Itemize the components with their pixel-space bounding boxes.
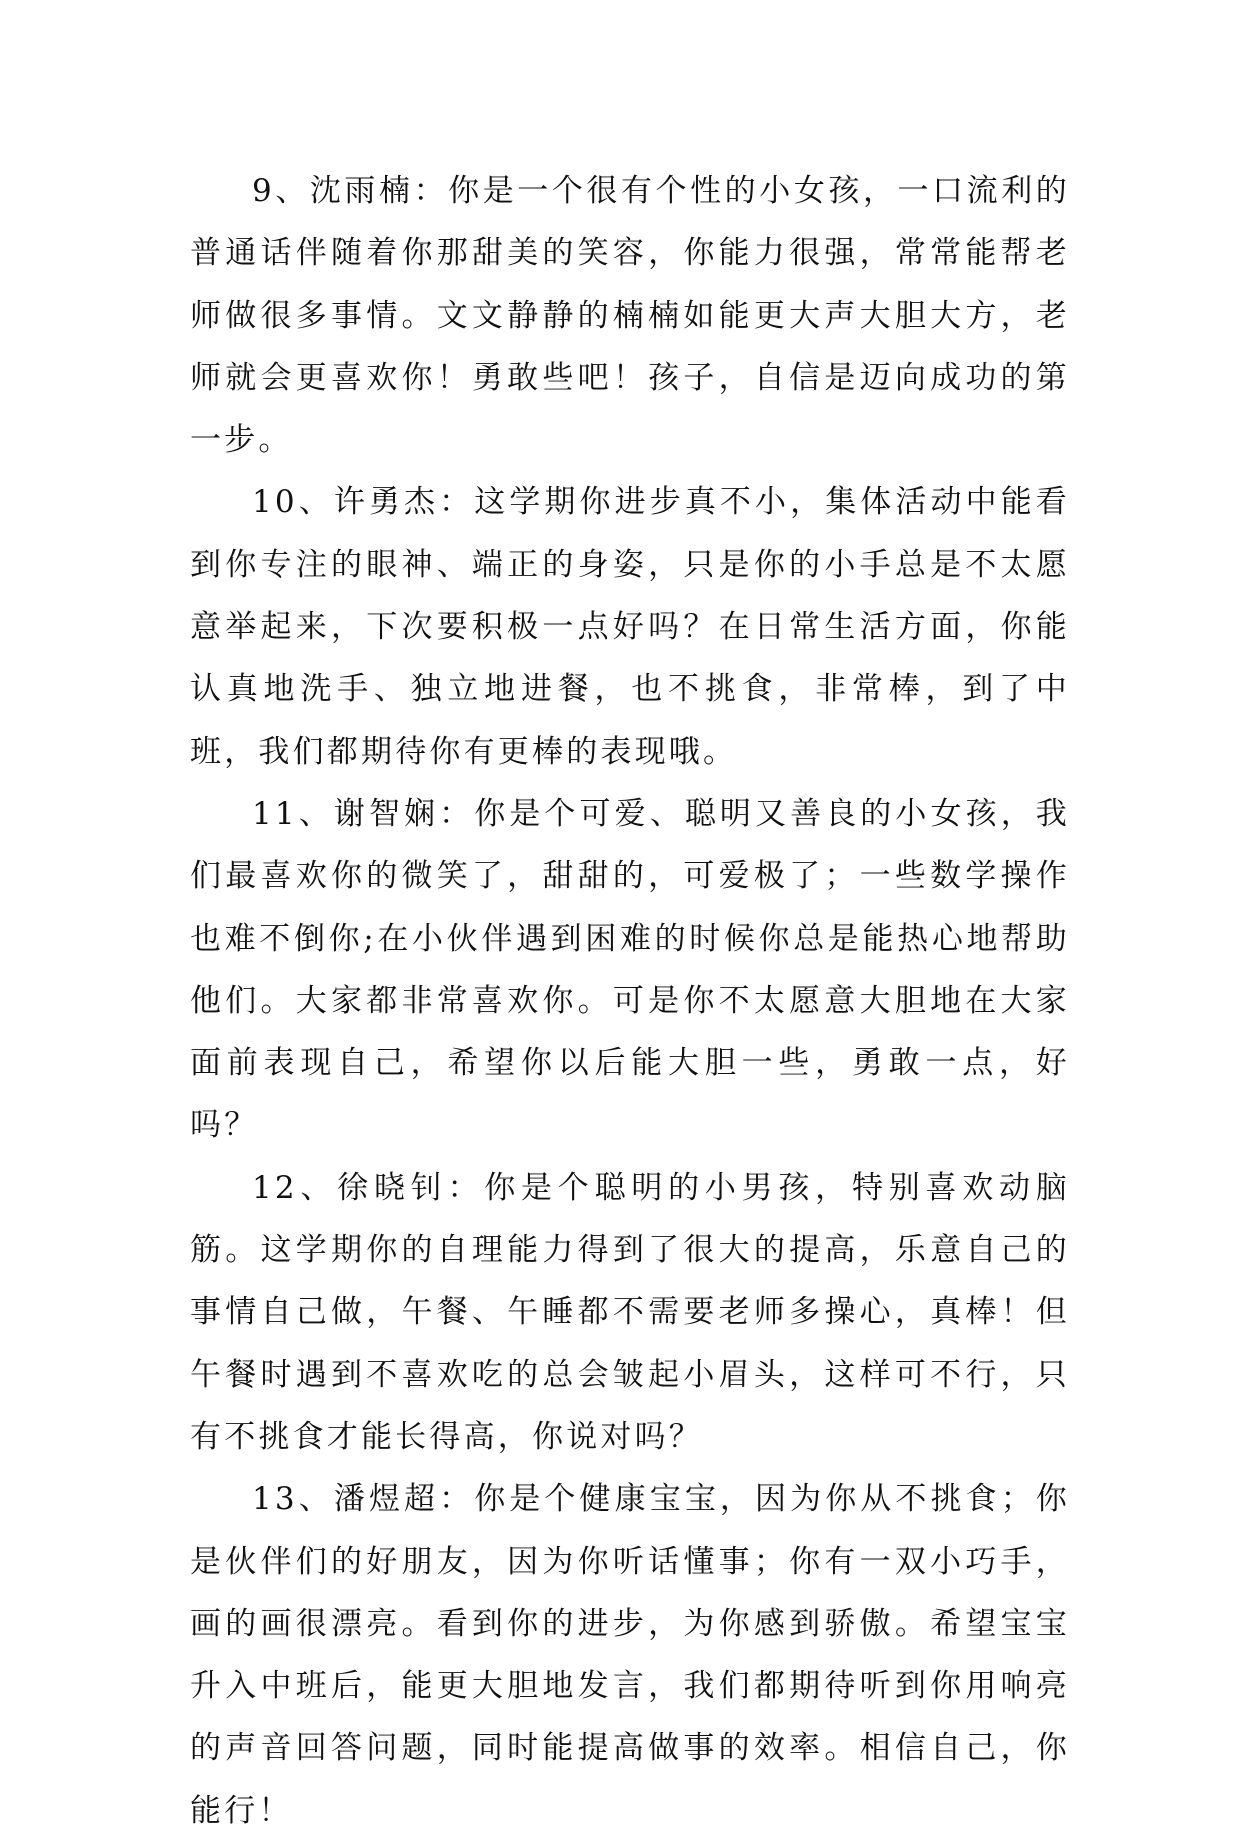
document-body <box>190 160 1070 1842</box>
comment-paragraph-13: 13、潘煜超：你是个健康宝宝，因为你从不挑食；你是伙伴们的好朋友，因为你听话懂事；你有一双小巧手，画的画很漂亮。看到你的进步，为你感到骄傲。希望宝宝升入中班后，能更大胆地发言，我们都期待听到你用响亮的声音回答问题，同时能提高做事的效率。相信自己，你能行！ <box>190 1481 1070 1829</box>
comment-paragraph-10: 10、许勇杰：这学期你进步真不小，集体活动中能看到你专注的眼神、端正的身姿，只是你的小手总是不太愿意举起来，下次要积极一点好吗？在日常生活方面，你能认真地洗手、独立地进餐，也不挑食，非常棒，到了中班，我们都期待你有更棒的表现哦。 <box>190 484 1070 770</box>
comment-paragraph-11: 11、谢智娴：你是个可爱、聪明又善良的小女孩，我们最喜欢你的微笑了，甜甜的，可爱极了；一些数学操作也难不倒你;在小伙伴遇到困难的时候你总是能热心地帮助他们。大家都非常喜欢你。可是你不太愿意大胆地在大家面前表现自己，希望你以后能大胆一些，勇敢一点，好吗？ <box>190 795 1070 1144</box>
comment-paragraph-9: 9、沈雨楠：你是一个很有个性的小女孩，一口流利的普通话伴随着你那甜美的笑容，你能力很强，常常能帮老师做很多事情。文文静静的楠楠如能更大声大胆大方，老师就会更喜欢你！勇敢些吧！孩子，自信是迈向成功的第一步。 <box>190 173 1070 459</box>
comment-paragraph-12: 12、徐晓钊：你是个聪明的小男孩，特别喜欢动脑筋。这学期你的自理能力得到了很大的提高，乐意自己的事情自己做，午餐、午睡都不需要老师多操心，真棒！但午餐时遇到不喜欢吃的总会皱起小眉头，这样可不行，只有不挑食才能长得高，你说对吗？ <box>190 1169 1070 1455</box>
